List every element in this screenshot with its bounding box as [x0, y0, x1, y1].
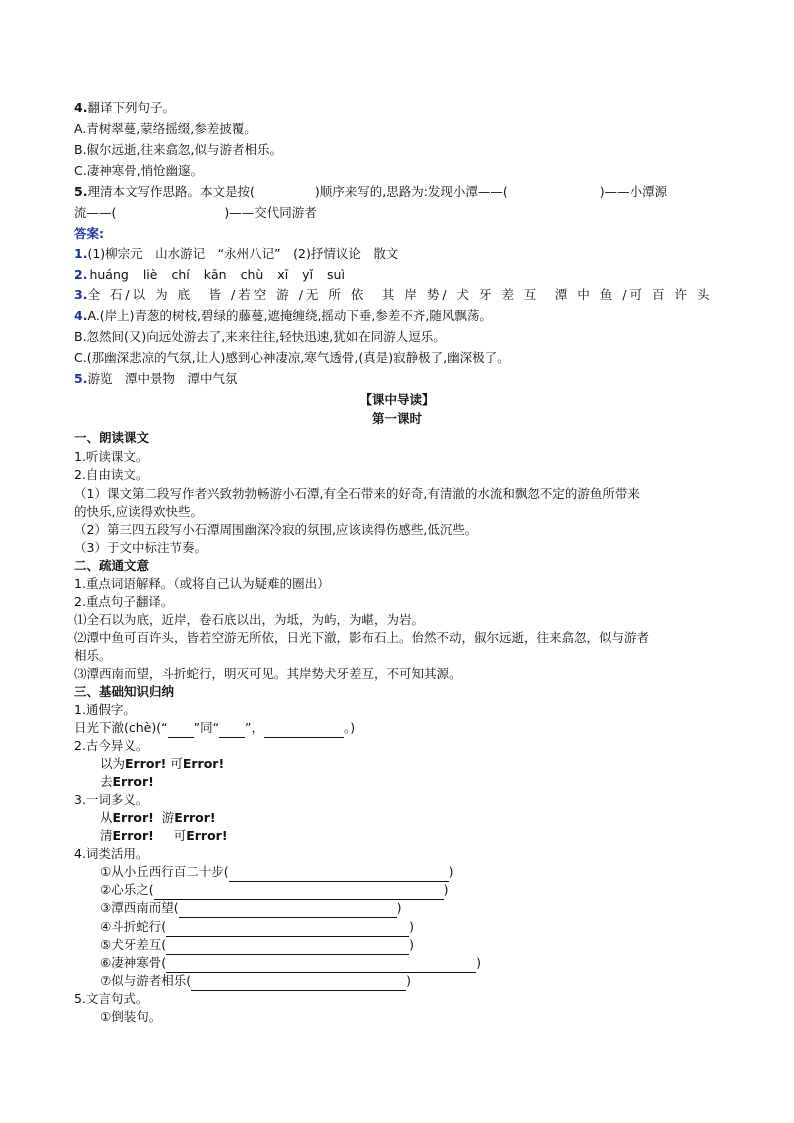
cilei-item-4: ④斗折蛇行( )	[100, 917, 414, 937]
cilei-item-6: ⑥凄神寒骨( )	[100, 953, 481, 973]
gujin-item-2: 去Error!	[100, 774, 154, 789]
tongjia-line: 日光下澈(chè)(“ ”同“ ”， 。)	[74, 718, 355, 738]
cilei-answer-blank-3[interactable]	[179, 904, 397, 918]
part-1-item-1: 1.听读课文。	[74, 449, 149, 464]
section-title: 【课中导读】	[359, 392, 435, 407]
part-1-item-2-1b: 的快乐,应读得欢快些。	[74, 504, 203, 519]
jushi-item-1: ①倒装句。	[100, 1009, 162, 1024]
part-2-heading: 二、疏通文意	[74, 558, 150, 573]
question-5-line-1: 5.理清本文写作思路。本文是按( )顺序来写的,思路为:发现小潭——( )——小潭源	[74, 184, 668, 199]
part-2-item-1: 1.重点词语解释。（或将自己认为疑难的圈出）	[74, 576, 330, 591]
section-subtitle: 第一课时	[371, 411, 422, 426]
part-2-sentence-2b: 相乐。	[74, 648, 112, 663]
part-1-item-2-2: （2）第三四五段写小石潭周围幽深冷寂的氛围,应该读得伤感些,低沉些。	[74, 522, 478, 537]
question-4-a: A.青树翠蔓,蒙络摇缀,参差披覆。	[74, 121, 257, 136]
cilei-heading: 4.词类活用。	[74, 846, 149, 861]
cilei-item-7: ⑦似与游者相乐( )	[100, 971, 411, 991]
answer-3: 3.全 石/以 为 底 皆 /若空 游 /无 所 依 其 岸 势/ 犬 牙 差 互 潭 中 鱼 /可 百 许 头	[74, 287, 713, 302]
jushi-heading: 5.文言句式。	[74, 991, 149, 1006]
yici-heading: 3.一词多义。	[74, 792, 149, 807]
question-4-heading: 4.翻译下列句子。	[74, 100, 175, 115]
cilei-item-1: ①从小丘西行百二十步( )	[100, 862, 453, 882]
part-2-sentence-2a: ⑵潭中鱼可百许头，皆若空游无所依，日光下澈，影布石上。佁然不动，俶尔远逝，往来翕忽，似与游者	[74, 630, 650, 645]
part-2-sentence-3: ⑶潭西南而望，斗折蛇行，明灭可见。其岸势犬牙差互，不可知其源。	[74, 666, 462, 681]
yici-item-1: 从Error! 游Error!	[100, 810, 216, 825]
cilei-answer-blank-7[interactable]	[191, 977, 406, 991]
cilei-item-3: ③潭西南而望( )	[100, 898, 401, 918]
yici-item-2: 清Error! 可Error!	[100, 828, 228, 843]
gujin-heading: 2.古今异义。	[74, 738, 149, 753]
tongjia-heading: 1.通假字。	[74, 702, 136, 717]
tongjia-blank-1[interactable]	[168, 724, 194, 738]
cilei-item-5: ⑤犬牙差互( )	[100, 935, 414, 955]
part-2-sentence-1: ⑴全石以为底，近岸，卷石底以出，为坻，为屿，为嵁，为岩。	[74, 612, 425, 627]
cilei-item-2: ②心乐之( )	[100, 880, 448, 900]
question-4-b: B.俶尔远逝,往来翕忽,似与游者相乐。	[74, 142, 282, 157]
tongjia-blank-2[interactable]	[219, 724, 245, 738]
answer-1: 1.(1)柳宗元 山水游记 “永州八记” (2)抒情议论 散文	[74, 246, 399, 261]
answer-4-b: B.忽然间(又)向远处游去了,来来往往,轻快迅速,犹如在同游人逗乐。	[74, 329, 446, 344]
answer-5: 5.游览 潭中景物 潭中气氛	[74, 371, 238, 386]
answer-2-pinyin: 2. huáng liè chí kān chù xī yǐ suì	[74, 267, 345, 282]
answer-4-a: 4.A.(岸上)青葱的树枝,碧绿的藤蔓,遮掩缠绕,摇动下垂,参差不齐,随风飘荡。	[74, 308, 492, 323]
part-1-item-2: 2.自由读文。	[74, 467, 149, 482]
part-1-item-2-1a: （1）课文第二段写作者兴致勃勃畅游小石潭,有全石带来的好奇,有清澈的水流和飘忽不定的游鱼所带来	[74, 486, 640, 501]
part-2-item-2: 2.重点句子翻译。	[74, 594, 174, 609]
part-3-heading: 三、基础知识归纳	[74, 684, 175, 699]
tongjia-blank-3[interactable]	[264, 724, 344, 738]
answers-title: 答案:	[74, 226, 104, 241]
answer-4-c: C.(那幽深悲凉的气氛,让人)感到心神凄凉,寒气透骨,(真是)寂静极了,幽深极了。	[74, 350, 510, 365]
gujin-item-1: 以为Error! 可Error!	[100, 756, 225, 771]
part-1-item-2-3: （3）于文中标注节奏。	[74, 540, 207, 555]
question-4-c: C.凄神寒骨,悄怆幽邃。	[74, 163, 204, 178]
part-1-heading: 一、朗读课文	[74, 430, 150, 445]
question-5-line-2: 流——( )——交代同游者	[74, 205, 317, 220]
